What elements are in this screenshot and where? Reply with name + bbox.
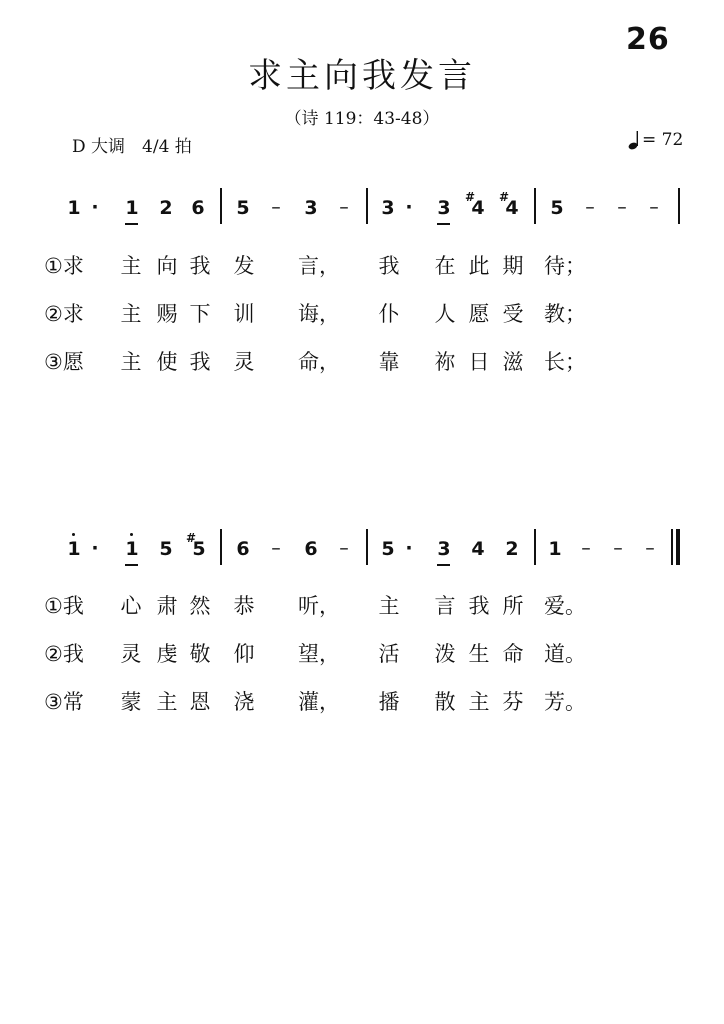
hold-dash: –	[271, 196, 281, 218]
lyric-syllable: 命，	[298, 350, 340, 374]
lyric-syllable: 敬	[189, 642, 211, 666]
lyric-syllable: 主	[468, 690, 490, 714]
hold-dash: –	[613, 537, 623, 559]
lyric-syllable: 发	[233, 254, 255, 278]
bar-line	[220, 188, 222, 224]
lyric-syllable: ①我	[44, 594, 84, 618]
lyric-syllable: ①求	[44, 254, 84, 278]
lyric-syllable: 虔	[156, 642, 178, 666]
lyric-syllable: 活	[378, 642, 400, 666]
hymn-title: 求主向我发言	[248, 56, 476, 96]
note: 3	[437, 538, 451, 560]
lyric-syllable: 主	[120, 302, 142, 326]
lyric-syllable: 祢	[434, 350, 456, 374]
lyric-syllable: 芳。	[544, 690, 586, 714]
note: 3	[304, 197, 318, 219]
lyric-syllable: 我	[189, 350, 211, 374]
final-bar-line-thin	[671, 529, 673, 565]
lyric-syllable: 主	[378, 594, 400, 618]
lyric-syllable: 主	[156, 690, 178, 714]
bar-line	[678, 188, 680, 224]
bar-line	[366, 188, 368, 224]
note: 1	[67, 197, 81, 219]
lyric-syllable: 待；	[544, 254, 586, 278]
sharp-sign: #	[465, 190, 476, 204]
underline-mark	[437, 223, 450, 225]
key-signature: D 大调 4/4 拍	[72, 137, 192, 157]
tempo-value: = 72	[642, 130, 684, 150]
hold-dash: –	[271, 537, 281, 559]
quarter-note-icon	[628, 130, 640, 150]
lyric-syllable: 仰	[233, 642, 255, 666]
lyric-syllable: 靠	[378, 350, 400, 374]
lyric-syllable: 受	[502, 302, 524, 326]
hold-dash: –	[649, 196, 659, 218]
lyric-syllable: 日	[468, 350, 490, 374]
lyric-syllable: 教；	[544, 302, 586, 326]
lyric-syllable: 我	[378, 254, 400, 278]
lyric-syllable: 心	[120, 594, 142, 618]
note: 5	[381, 538, 395, 560]
hold-dash: –	[339, 537, 349, 559]
lyric-syllable: 此	[468, 254, 490, 278]
lyric-syllable: 灵	[120, 642, 142, 666]
underline-mark	[125, 564, 138, 566]
lyric-syllable: 在	[434, 254, 456, 278]
lyric-syllable: 恭	[233, 594, 255, 618]
lyric-syllable: 蒙	[120, 690, 142, 714]
note: 5	[236, 197, 250, 219]
note: 4	[471, 538, 485, 560]
lyric-syllable: 向	[156, 254, 178, 278]
lyric-syllable: 爱。	[544, 594, 586, 618]
octave-dot	[130, 533, 133, 536]
lyric-syllable: 主	[120, 350, 142, 374]
lyric-syllable: 长；	[544, 350, 586, 374]
augmentation-dot: ·	[91, 196, 99, 218]
lyric-syllable: 灌，	[298, 690, 340, 714]
note: 2	[505, 538, 519, 560]
note: 4	[471, 197, 485, 219]
note: 1	[125, 538, 139, 560]
lyric-syllable: 命	[502, 642, 524, 666]
lyric-syllable: 望，	[298, 642, 340, 666]
hold-dash: –	[581, 537, 591, 559]
lyric-syllable: 然	[189, 594, 211, 618]
note: 1	[67, 538, 81, 560]
lyric-syllable: 使	[156, 350, 178, 374]
note: 6	[236, 538, 250, 560]
lyric-syllable: ②求	[44, 302, 84, 326]
lyric-syllable: 滋	[502, 350, 524, 374]
note: 5	[159, 538, 173, 560]
hold-dash: –	[617, 196, 627, 218]
lyric-syllable: 我	[189, 254, 211, 278]
final-bar-line-thick	[676, 529, 680, 565]
bar-line	[534, 529, 536, 565]
note: 4	[505, 197, 519, 219]
lyric-syllable: 灵	[233, 350, 255, 374]
note: 6	[191, 197, 205, 219]
lyric-syllable: 播	[378, 690, 400, 714]
lyric-syllable: 诲，	[298, 302, 340, 326]
bar-line	[220, 529, 222, 565]
augmentation-dot: ·	[405, 537, 413, 559]
sharp-sign: #	[499, 190, 510, 204]
hold-dash: –	[585, 196, 595, 218]
lyric-syllable: 所	[502, 594, 524, 618]
lyric-syllable: 浇	[233, 690, 255, 714]
lyric-syllable: 芬	[502, 690, 524, 714]
lyric-syllable: 我	[468, 594, 490, 618]
lyric-syllable: 训	[233, 302, 255, 326]
underline-mark	[125, 223, 138, 225]
lyric-syllable: 恩	[189, 690, 211, 714]
hold-dash: –	[645, 537, 655, 559]
octave-dot	[72, 533, 75, 536]
lyric-syllable: 赐	[156, 302, 178, 326]
page-number: 26	[626, 22, 670, 57]
lyric-syllable: 肃	[156, 594, 178, 618]
lyric-syllable: 听，	[298, 594, 340, 618]
lyric-syllable: 期	[502, 254, 524, 278]
sharp-sign: #	[186, 531, 197, 545]
lyric-syllable: 下	[189, 302, 211, 326]
lyric-syllable: 仆	[378, 302, 400, 326]
lyric-syllable: ③常	[44, 690, 84, 714]
lyric-syllable: ③愿	[44, 350, 84, 374]
bar-line	[366, 529, 368, 565]
lyric-syllable: ②我	[44, 642, 84, 666]
hold-dash: –	[339, 196, 349, 218]
lyric-syllable: 言，	[298, 254, 340, 278]
underline-mark	[437, 564, 450, 566]
note: 1	[125, 197, 139, 219]
note: 5	[192, 538, 206, 560]
augmentation-dot: ·	[91, 537, 99, 559]
bar-line	[534, 188, 536, 224]
scripture-reference: （诗 119：43-48）	[284, 109, 440, 129]
augmentation-dot: ·	[405, 196, 413, 218]
note: 2	[159, 197, 173, 219]
note: 1	[548, 538, 562, 560]
lyric-syllable: 主	[120, 254, 142, 278]
lyric-syllable: 道。	[544, 642, 586, 666]
tempo-marking	[628, 130, 683, 150]
lyric-syllable: 泼	[434, 642, 456, 666]
note: 3	[437, 197, 451, 219]
note: 6	[304, 538, 318, 560]
note: 3	[381, 197, 395, 219]
lyric-syllable: 散	[434, 690, 456, 714]
note: 5	[550, 197, 564, 219]
lyric-syllable: 言	[434, 594, 456, 618]
lyric-syllable: 生	[468, 642, 490, 666]
lyric-syllable: 人	[434, 302, 456, 326]
lyric-syllable: 愿	[468, 302, 490, 326]
